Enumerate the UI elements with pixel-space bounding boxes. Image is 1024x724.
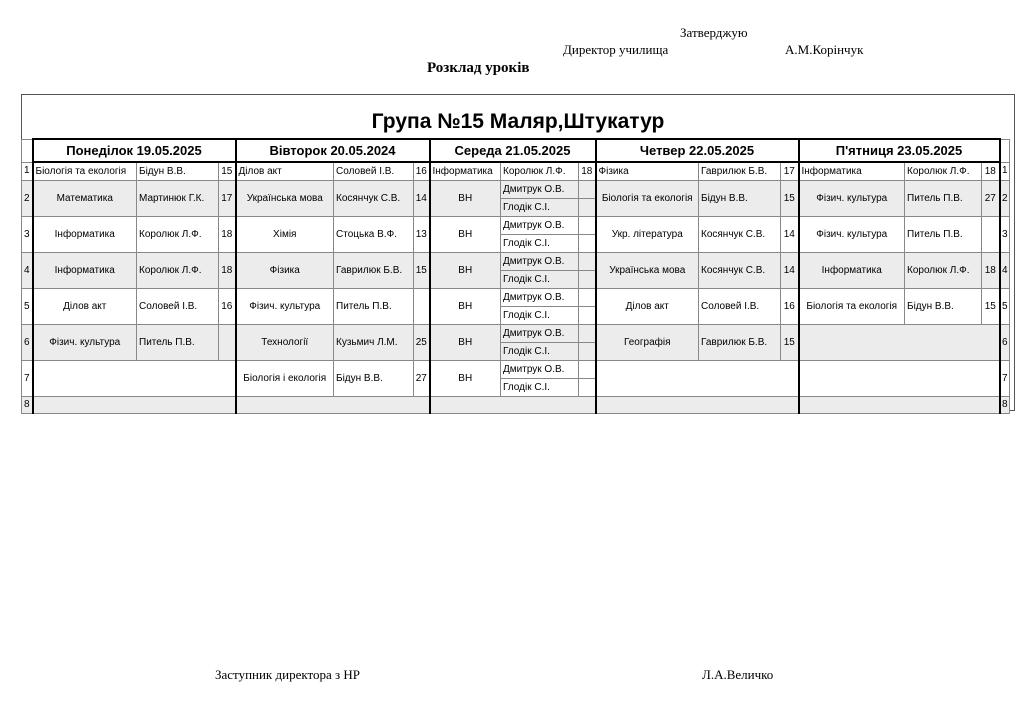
table-row	[22, 181, 1010, 199]
teacher-cell: Соловей І.В.	[699, 289, 781, 325]
lesson-number: 2	[1000, 181, 1010, 217]
teacher-cell: Питель П.В.	[334, 289, 414, 325]
lesson-number: 4	[22, 253, 33, 289]
day-header-thu: Четвер 22.05.2025	[596, 139, 799, 162]
table-row	[22, 397, 1010, 414]
room-cell: 16	[781, 289, 799, 325]
teacher-cell: Дмитрук О.В.	[501, 325, 579, 343]
empty-cell	[799, 397, 1000, 414]
subject-cell: Інформатика	[799, 162, 905, 181]
room-cell: 16	[414, 162, 430, 181]
lesson-number: 1	[1000, 162, 1010, 181]
subject-cell: Географія	[596, 325, 699, 361]
room-cell	[579, 307, 596, 325]
teacher-cell: Гаврилюк Б.В.	[699, 162, 781, 181]
teacher-cell: Кузьмич Л.М.	[334, 325, 414, 361]
subject-cell: Фізич. культура	[33, 325, 137, 361]
teacher-cell: Косянчук С.В.	[334, 181, 414, 217]
room-cell	[414, 289, 430, 325]
room-cell: 18	[982, 162, 1000, 181]
room-cell: 15	[781, 325, 799, 361]
table-row	[22, 217, 1010, 235]
room-cell: 16	[219, 289, 236, 325]
lesson-number: 7	[22, 361, 33, 397]
deputy-title: Заступник директора з НР	[215, 667, 361, 682]
subject-cell: Біологія та екологія	[799, 289, 905, 325]
lesson-number: 1	[22, 162, 33, 181]
lesson-number: 4	[1000, 253, 1010, 289]
lesson-number: 5	[1000, 289, 1010, 325]
teacher-cell: Бідун В.В.	[334, 361, 414, 397]
empty-cell	[596, 397, 799, 414]
subject-cell: Інформатика	[33, 253, 137, 289]
teacher-cell: Дмитрук О.В.	[501, 361, 579, 379]
subject-cell: Ділов акт	[33, 289, 137, 325]
teacher-cell: Глодік С.І.	[501, 379, 579, 397]
teacher-cell: Косянчук С.В.	[699, 253, 781, 289]
teacher-cell: Королюк Л.Ф.	[137, 217, 219, 253]
room-cell: 18	[219, 217, 236, 253]
room-cell: 27	[414, 361, 430, 397]
teacher-cell: Соловей І.В.	[334, 162, 414, 181]
subject-cell: Фізика	[596, 162, 699, 181]
room-cell: 17	[219, 181, 236, 217]
teacher-cell: Королюк Л.Ф.	[905, 253, 982, 289]
room-cell	[579, 325, 596, 343]
room-cell: 13	[414, 217, 430, 253]
subject-cell: Біологія та екологія	[33, 162, 137, 181]
table-row	[22, 325, 1010, 343]
subject-cell: Ділов акт	[596, 289, 699, 325]
subject-cell: Ділов акт	[236, 162, 334, 181]
teacher-cell: Глодік С.І.	[501, 271, 579, 289]
room-cell	[579, 271, 596, 289]
teacher-cell: Королюк Л.Ф.	[905, 162, 982, 181]
teacher-cell: Дмитрук О.В.	[501, 289, 579, 307]
room-cell: 14	[781, 217, 799, 253]
subject-cell: ВН	[430, 217, 501, 253]
teacher-cell: Дмитрук О.В.	[501, 181, 579, 199]
room-cell	[579, 253, 596, 271]
group-title: Група №15 Маляр,Штукатур	[371, 110, 665, 133]
day-header-row	[22, 139, 1010, 162]
room-cell	[579, 199, 596, 217]
room-cell: 15	[781, 181, 799, 217]
table-row	[22, 162, 1010, 181]
teacher-cell: Косянчук С.В.	[699, 217, 781, 253]
subject-cell: ВН	[430, 361, 501, 397]
subject-cell: Фізич. культура	[799, 217, 905, 253]
teacher-cell: Дмитрук О.В.	[501, 253, 579, 271]
corner-cell	[22, 139, 33, 162]
teacher-cell: Королюк Л.Ф.	[501, 162, 579, 181]
subject-cell: Українська мова	[236, 181, 334, 217]
table-row	[22, 289, 1010, 307]
subject-cell: Інформатика	[430, 162, 501, 181]
lesson-number: 6	[22, 325, 33, 361]
empty-cell	[799, 361, 1000, 397]
room-cell: 14	[781, 253, 799, 289]
subject-cell: Інформатика	[33, 217, 137, 253]
room-cell	[579, 181, 596, 199]
empty-cell	[799, 325, 1000, 361]
room-cell: 25	[414, 325, 430, 361]
room-cell: 18	[219, 253, 236, 289]
lesson-number: 3	[22, 217, 33, 253]
room-cell	[579, 217, 596, 235]
subject-cell: Математика	[33, 181, 137, 217]
director-name: А.М.Корінчук	[785, 42, 864, 57]
teacher-cell: Бідун В.В.	[699, 181, 781, 217]
subject-cell: ВН	[430, 325, 501, 361]
subject-cell: ВН	[430, 289, 501, 325]
room-cell: 17	[781, 162, 799, 181]
room-cell	[579, 379, 596, 397]
day-header-mon: Понеділок 19.05.2025	[33, 139, 236, 162]
lesson-number: 2	[22, 181, 33, 217]
teacher-cell: Соловей І.В.	[137, 289, 219, 325]
lesson-number: 7	[1000, 361, 1010, 397]
teacher-cell: Глодік С.І.	[501, 199, 579, 217]
lesson-number: 8	[1000, 397, 1010, 414]
room-cell: 15	[219, 162, 236, 181]
teacher-cell: Гаврилюк Б.В.	[699, 325, 781, 361]
room-cell: 15	[414, 253, 430, 289]
room-cell	[579, 235, 596, 253]
day-header-fri: П'ятниця 23.05.2025	[799, 139, 1000, 162]
teacher-cell: Бідун В.В.	[905, 289, 982, 325]
room-cell: 15	[982, 289, 1000, 325]
teacher-cell: Питель П.В.	[905, 181, 982, 217]
subject-cell: Українська мова	[596, 253, 699, 289]
subject-cell: Біологія і екологія	[236, 361, 334, 397]
lesson-number: 3	[1000, 217, 1010, 253]
empty-cell	[596, 361, 799, 397]
teacher-cell: Глодік С.І.	[501, 343, 579, 361]
teacher-cell: Мартинюк Г.К.	[137, 181, 219, 217]
room-cell	[982, 217, 1000, 253]
subject-cell: Технології	[236, 325, 334, 361]
room-cell	[579, 361, 596, 379]
lesson-number: 5	[22, 289, 33, 325]
subject-cell: ВН	[430, 181, 501, 217]
room-cell	[579, 343, 596, 361]
empty-cell	[33, 397, 236, 414]
teacher-cell: Глодік С.І.	[501, 307, 579, 325]
teacher-cell: Питель П.В.	[905, 217, 982, 253]
teacher-cell: Дмитрук О.В.	[501, 217, 579, 235]
corner-cell	[1000, 139, 1010, 162]
approve-label: Затверджую	[680, 25, 748, 40]
room-cell	[219, 325, 236, 361]
teacher-cell: Бідун В.В.	[137, 162, 219, 181]
day-header-wed: Середа 21.05.2025	[430, 139, 596, 162]
schedule-table	[21, 138, 1010, 414]
subject-cell: Укр. література	[596, 217, 699, 253]
subject-cell: Фізич. культура	[236, 289, 334, 325]
subject-cell: Фізика	[236, 253, 334, 289]
lesson-number: 8	[22, 397, 33, 414]
empty-cell	[236, 397, 430, 414]
deputy-name: Л.А.Величко	[702, 667, 774, 682]
empty-cell	[33, 361, 236, 397]
director-title: Директор училища	[563, 42, 669, 57]
day-header-tue: Вівторок 20.05.2024	[236, 139, 430, 162]
teacher-cell: Королюк Л.Ф.	[137, 253, 219, 289]
schedule-title: Розклад уроків	[427, 60, 530, 76]
subject-cell: Хімія	[236, 217, 334, 253]
room-cell: 14	[414, 181, 430, 217]
subject-cell: ВН	[430, 253, 501, 289]
table-row	[22, 361, 1010, 379]
lesson-number: 6	[1000, 325, 1010, 361]
subject-cell: Біологія та екологія	[596, 181, 699, 217]
empty-cell	[430, 397, 596, 414]
teacher-cell: Стоцька В.Ф.	[334, 217, 414, 253]
room-cell: 18	[579, 162, 596, 181]
room-cell	[579, 289, 596, 307]
table-row	[22, 253, 1010, 271]
room-cell: 18	[982, 253, 1000, 289]
teacher-cell: Питель П.В.	[137, 325, 219, 361]
subject-cell: Фізич. культура	[799, 181, 905, 217]
subject-cell: Інформатика	[799, 253, 905, 289]
teacher-cell: Гаврилюк Б.В.	[334, 253, 414, 289]
teacher-cell: Глодік С.І.	[501, 235, 579, 253]
room-cell: 27	[982, 181, 1000, 217]
